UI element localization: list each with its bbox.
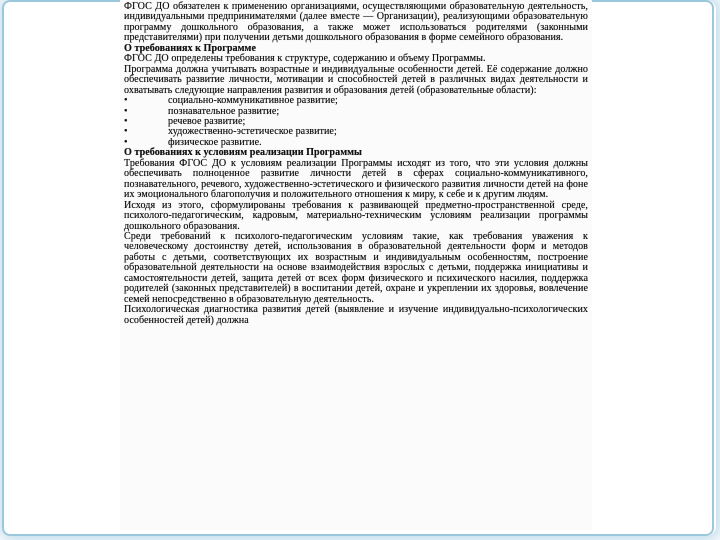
bullet-marker: • — [124, 136, 128, 148]
list-item-text: социально-коммуникативное развитие; — [168, 95, 338, 107]
document-text — [124, 2, 588, 326]
paragraph-psychological-conditions: Среди требований к психолого-педагогическим условиям такие, как требования уважения к человеческому достоинству детей, использования в образовательной деятельности форм и методов работы с детьми, соответствующих их возрастным и индивидуальным особенностям, построение образовательной деятельности на основе взаимодействия взрослых с детьми, поддержка инициативы и самостоятельности детей, защита детей от всех форм физического и психического насилия, поддержка родителей (законных представителей) в воспитании детей, охране и укреплении их здоровья, вовлечение семей непосредственно в образовательную деятельность. — [124, 230, 588, 305]
list-item-text: художественно-эстетическое развитие; — [168, 126, 337, 138]
list-item-text: познавательное развитие; — [168, 105, 280, 117]
bullet-marker: • — [124, 115, 128, 127]
paragraph-program-structure: ФГОС ДО определены требования к структуре, содержанию и объему Программы. — [124, 53, 486, 65]
document-scan — [120, 0, 592, 530]
bullet-marker: • — [124, 105, 128, 117]
list-item-text: физическое развитие. — [168, 136, 262, 148]
bullet-marker: • — [124, 126, 128, 138]
paragraph-intro: ФГОС ДО обязателен к применению организациями, осуществляющими образовательную деятельность, индивидуальными предпринимателями (далее вместе — Организации), реализующими образовательную программу дошкольного образования, а также может использоваться родителями (законными представителями) при получении детьми дошкольного образования в форме семейного образования. — [124, 1, 588, 44]
list-item-text: речевое развитие; — [168, 115, 246, 127]
list-item — [124, 138, 588, 148]
paragraph-environment-requirements: Исходя из этого, сформулированы требования к развивающей предметно-пространственной среде, психолого-педагогическим, кадровым, материально-техническим условиям реализации программы дошкольного образования. — [124, 199, 588, 232]
bullet-marker: • — [124, 95, 128, 107]
educational-areas-list — [124, 96, 588, 148]
heading-program-requirements: О требованиях к Программе — [124, 42, 256, 54]
heading-conditions-requirements: О требованиях к условиям реализации Программы — [124, 147, 362, 159]
paragraph-diagnostics: Психологическая диагностика развития детей (выявление и изучение индивидуально-психологических особенностей детей) должна — [124, 304, 588, 326]
paragraph-conditions: Требования ФГОС ДО к условиям реализации Программы исходят из того, что эти условия должны обеспечивать полноценное развитие личности детей в сферах социально-коммуникативного, познавательного, речевого, художественно-эстетического и физического развития личности детей на фоне их эмоционального благополучия и положительного отношения к миру, к себе и к другим людям. — [124, 157, 588, 201]
paragraph-program-content: Программа должна учитывать возрастные и индивидуальные особенности детей. Её содержание должно обеспечивать развитие личности, мотивации и способностей детей в различных видах деятельности и охватывать следующие направления развития и образования детей (образовательные области): — [124, 63, 588, 96]
